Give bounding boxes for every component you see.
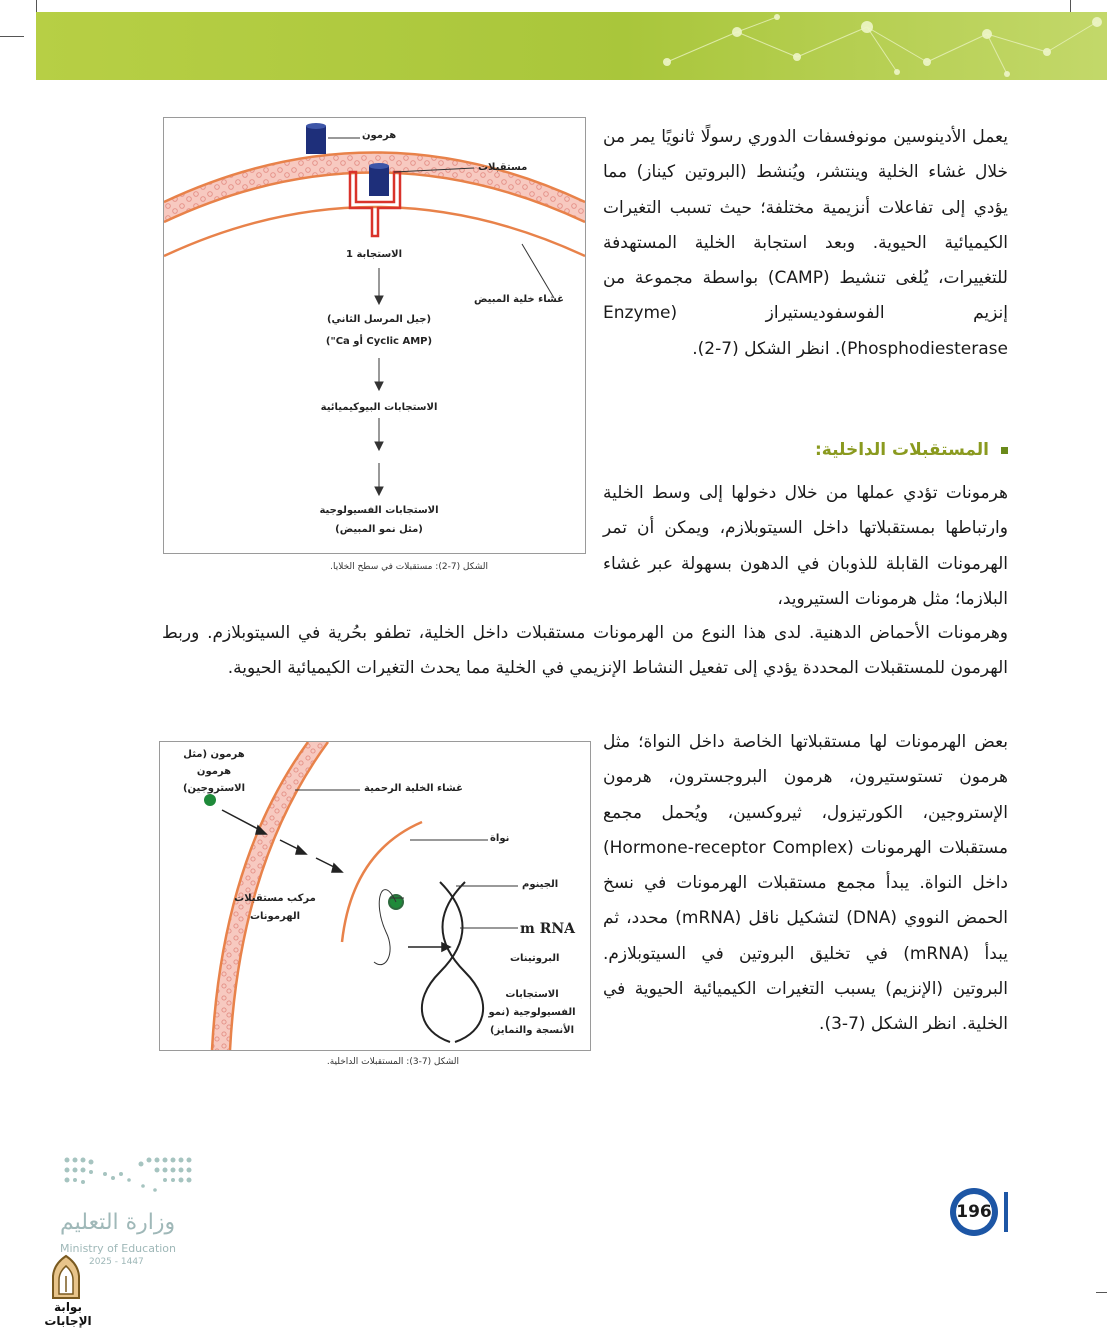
label-nucleus: نواة	[490, 833, 510, 844]
label-physiological-responses: الاستجابات الفسيولوجية	[319, 505, 439, 516]
label-hormone: هرمون	[362, 130, 397, 141]
ministry-dots-icon	[55, 1150, 205, 1200]
page-number	[946, 1186, 1008, 1238]
ministry-year: 2025 - 1447	[89, 1257, 144, 1267]
paragraph-internal-receptors: هرمونات تؤدي عملها من خلال دخولها إلى وسط الخلية وارتباطها بمستقبلاتها داخل السيتوبلازم، ويمكن أن تمر الهرمونات القابلة للذوبان في الدهون بسهولة عبر غشاء البلازما؛ مثل هرمونات الستيرويد،	[603, 483, 1008, 609]
ministry-name-ar: وزارة التعليم	[60, 1210, 176, 1235]
label-second-messenger: (جيل المرسل الثاني)	[326, 314, 432, 325]
figure-1-caption: الشكل (7-2): مستقبلات في سطح الخلايا.	[330, 562, 488, 572]
label-cyclic-amp: (Cyclic AMP أو Ca")	[325, 336, 433, 347]
label-uterine-membrane: غشاء الخلية الرحمية	[364, 783, 463, 794]
figure-2-caption: الشكل (7-3): المستقبلات الداخلية.	[326, 1057, 459, 1067]
label-mrna: m RNA	[520, 921, 575, 937]
paragraph-second-messenger: يعمل الأدينوسين مونوفسفات الدوري رسولًا ثانويًا يمر من خلال غشاء الخلية وينتشر، ويُنشط (البروتين كيناز) مما يؤدي إلى تفاعلات أنزيمية مختلفة؛ حيث تسبب التغيرات الكيميائية الحيوية. وبعد استجابة الخلية المستهدفة للتغييرات، يُلغى تنشيط (CAMP) بواسطة مجموعة من إنزيم الفوسفوديستيراز (Enzyme Phosphodiesterase). انظر الشكل (7-2).	[603, 127, 1008, 359]
paragraph-nuclear-receptors: بعض الهرمونات لها مستقبلاتها الخاصة داخل النواة؛ مثل هرمون تستوستيرون، هرمون البروجسترون، هرمون الإستروجين، الكورتيزول، ثيروكسين، ويُحمل مجمع مستقبلات الهرمونات (Hormone-receptor Complex) داخل النواة. يبدأ مجمع مستقبلات الهرمونات في نسخ الحمض النووي (DNA) لتشكيل ناقل (mRNA) محدد، ثم يبدأ (mRNA) في تخليق البروتين في السيتوبلازم. البروتين (الإنزيم) يسبب التغيرات الكيميائية الحيوية في الخلية. انظر الشكل (7-3).	[603, 732, 1009, 1035]
label-receptor-complex: مركب مستقبلات الهرمونات	[234, 893, 316, 922]
label-hormone-estrogen: هرمون (مثل هرمون الاستروجين)	[182, 749, 246, 794]
figure-surface-receptors	[163, 117, 586, 554]
figure-internal-receptors	[159, 741, 591, 1051]
bullet-square-icon	[1001, 447, 1008, 454]
crop-mark	[36, 0, 37, 12]
label-genome: الجينوم	[522, 879, 559, 890]
label-ovary-growth: (مثل نمو المبيض)	[335, 524, 423, 535]
label-physiological-responses: الاستجابات الفسيولوجية (نمو الأنسجة والتمايز)	[488, 989, 576, 1036]
page-number-text: 196	[956, 1194, 992, 1230]
crop-mark	[0, 36, 24, 37]
crop-mark	[1070, 0, 1071, 12]
paragraph-fatty-acid-hormones: وهرمونات الأحماض الدهنية. لدى هذا النوع من الهرمونات مستقبلات داخل الخلية، تطفو بحُرية في السيتوبلازم. وربط الهرمون للمستقبلات المحددة يؤدي إلى تفعيل النشاط الإنزيمي في الخلية مما يحدث التغيرات الكيميائية الحيوية.	[162, 623, 1008, 679]
header-banner	[36, 12, 1107, 80]
label-response-1: الاستجابة 1	[346, 249, 403, 260]
mosque-icon	[46, 1254, 86, 1300]
label-ovary-membrane: غشاء خلية المبيض	[474, 294, 564, 305]
ministry-name-en: Ministry of Education	[60, 1242, 177, 1255]
label-proteins: البروتينات	[510, 953, 560, 964]
molecule-pattern-icon	[627, 12, 1107, 80]
portal-name: بوابة الإجابات	[44, 1300, 92, 1328]
label-receptors: مستقبلات	[478, 162, 528, 173]
crop-mark	[1096, 1292, 1107, 1293]
portal-watermark	[30, 1254, 110, 1328]
section-heading	[815, 440, 1008, 460]
label-biochemical-responses: الاستجابات البيوكيميائية	[320, 402, 438, 413]
section-heading-text: المستقبلات الداخلية:	[814, 440, 989, 460]
